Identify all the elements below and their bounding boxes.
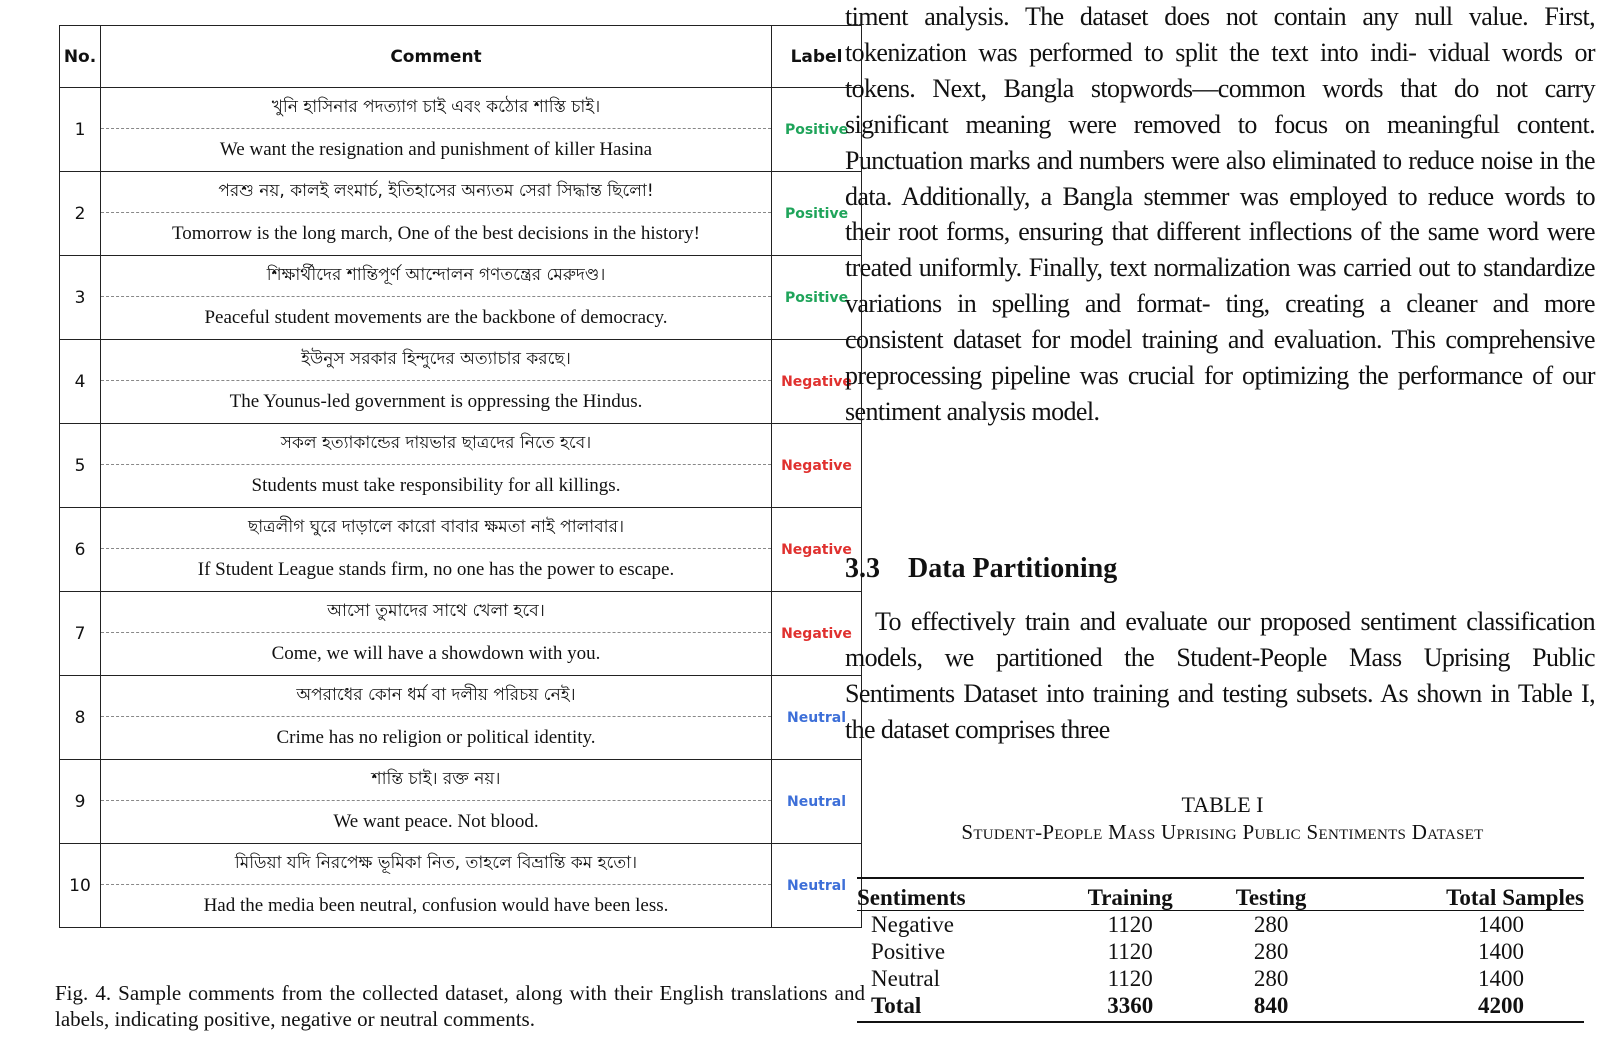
dataset-split-table bbox=[857, 877, 1584, 1023]
bangla-comment: খুনি হাসিনার পদত্যাগ চাই এবং কঠোর শাস্তি চাই। bbox=[101, 88, 771, 129]
header-no: No. bbox=[60, 26, 101, 88]
english-translation: Had the media been neutral, confusion would have been less. bbox=[203, 894, 669, 916]
table-row bbox=[60, 172, 862, 256]
comment-cell bbox=[101, 592, 772, 676]
bangla-comment: শান্তি চাই। রক্ত নয়। bbox=[101, 760, 771, 801]
cell-testing: 280 bbox=[1253, 966, 1289, 991]
cell-testing: 840 bbox=[1253, 993, 1289, 1018]
row-number: 3 bbox=[60, 256, 101, 340]
comment-cell bbox=[101, 172, 772, 256]
table-row-total bbox=[857, 992, 1584, 1022]
cell-total: 1400 bbox=[1478, 966, 1524, 991]
sentiment-label: Negative bbox=[772, 340, 862, 424]
table-row bbox=[857, 965, 1584, 992]
sentiment-label: Neutral bbox=[772, 676, 862, 760]
cell-training: 1120 bbox=[1107, 966, 1153, 991]
table-row bbox=[857, 911, 1584, 939]
english-translation: Come, we will have a showdown with you. bbox=[271, 642, 601, 664]
sample-comments-table bbox=[59, 25, 862, 928]
row-number: 1 bbox=[60, 88, 101, 172]
comment-cell bbox=[101, 340, 772, 424]
sentiment-label: Positive bbox=[772, 172, 862, 256]
paragraph-preprocessing: timent analysis. The dataset does not contain any null value. First, tokenization was performed to split the text into indi- vidual words or tokens. Next, Bangla stopwords—common words that do not carry significant meaning were removed to focus on meaningful content. Punctuation marks and numbers were also eliminated to reduce noise in the data. Additionally, a Bangla stemmer was employed to reduce words to their root forms, ensuring that different inflections of the same word were treated uniformly. Finally, text normalization was carried out to standardize variations in spelling and format- ting, creating a cleaner and more consistent dataset for model training and evaluation. This comprehensive preprocessing pipeline was crucial for optimizing the performance of our sentiment analysis model. bbox=[845, 2, 1595, 426]
cell-testing: 280 bbox=[1253, 939, 1289, 964]
cell-sentiment: Negative bbox=[871, 912, 955, 937]
comment-cell bbox=[101, 88, 772, 172]
figure-caption: Fig. 4. Sample comments from the collected dataset, along with their English translations and labels, indicating positive, negative or neutral comments. bbox=[55, 981, 865, 1031]
section-number: 3.3 bbox=[845, 553, 880, 584]
table-caption: Student-People Mass Uprising Public Sentiments Dataset bbox=[961, 820, 1484, 844]
paragraph-partitioning: To effectively train and evaluate our proposed sentiment classification models, we partitioned the Student-People Mass Uprising Public Sentiments Dataset into training and testing subsets. As shown in Table I, the dataset comprises three bbox=[845, 607, 1595, 744]
row-number: 7 bbox=[60, 592, 101, 676]
cell-training: 1120 bbox=[1107, 939, 1153, 964]
header-training: Training bbox=[1053, 878, 1207, 911]
bangla-comment: শিক্ষার্থীদের শান্তিপূর্ণ আন্দোলন গণতন্ত্রের মেরুদণ্ড। bbox=[101, 256, 771, 297]
sentiment-label: Neutral bbox=[772, 844, 862, 928]
header-comment: Comment bbox=[101, 26, 772, 88]
sentiment-label: Positive bbox=[772, 88, 862, 172]
table-header-row bbox=[857, 878, 1584, 911]
comment-cell bbox=[101, 844, 772, 928]
header-sentiments: Sentiments bbox=[857, 878, 1053, 911]
english-translation: We want peace. Not blood. bbox=[333, 810, 539, 832]
row-number: 8 bbox=[60, 676, 101, 760]
sentiment-label: Neutral bbox=[772, 760, 862, 844]
table-row bbox=[60, 256, 862, 340]
table-row bbox=[60, 760, 862, 844]
english-translation: Tomorrow is the long march, One of the best decisions in the history! bbox=[172, 222, 700, 244]
row-number: 2 bbox=[60, 172, 101, 256]
comment-cell bbox=[101, 256, 772, 340]
english-translation: Peaceful student movements are the backbone of democracy. bbox=[204, 306, 668, 328]
header-testing: Testing bbox=[1207, 878, 1335, 911]
english-translation: Crime has no religion or political identity. bbox=[276, 726, 596, 748]
table-row bbox=[60, 508, 862, 592]
table-row bbox=[60, 844, 862, 928]
table-row bbox=[857, 938, 1584, 965]
sentiment-label: Negative bbox=[772, 508, 862, 592]
table-row bbox=[60, 676, 862, 760]
bangla-comment: অপরাধের কোন ধর্ম বা দলীয় পরিচয় নেই। bbox=[101, 676, 771, 717]
table-row bbox=[60, 340, 862, 424]
cell-training: 3360 bbox=[1107, 993, 1154, 1018]
bangla-comment: ছাত্রলীগ ঘুরে দাড়ালে কারো বাবার ক্ষমতা নাই পালাবার। bbox=[101, 508, 771, 549]
cell-sentiment: Total bbox=[871, 993, 922, 1018]
table-row bbox=[60, 592, 862, 676]
comment-cell bbox=[101, 508, 772, 592]
sentiment-label: Negative bbox=[772, 424, 862, 508]
bangla-comment: আসো তুমাদের সাথে খেলা হবে। bbox=[101, 592, 771, 633]
table-header-row bbox=[60, 26, 862, 88]
table-title: TABLE I bbox=[1181, 792, 1264, 817]
row-number: 6 bbox=[60, 508, 101, 592]
cell-total: 1400 bbox=[1478, 939, 1524, 964]
header-label: Label bbox=[772, 26, 862, 88]
cell-training: 1120 bbox=[1107, 912, 1153, 937]
cell-sentiment: Neutral bbox=[871, 966, 940, 991]
cell-total: 1400 bbox=[1478, 912, 1524, 937]
bangla-comment: পরশু নয়, কালই লংমার্চ, ইতিহাসের অন্যতম সেরা সিদ্ধান্ত ছিলো! bbox=[101, 172, 771, 213]
sentiment-label: Negative bbox=[772, 592, 862, 676]
english-translation: If Student League stands firm, no one has the power to escape. bbox=[197, 558, 675, 580]
comment-cell bbox=[101, 424, 772, 508]
bangla-comment: ইউনুস সরকার হিন্দুদের অত্যাচার করছে। bbox=[101, 340, 771, 381]
row-number: 9 bbox=[60, 760, 101, 844]
english-translation: We want the resignation and punishment of killer Hasina bbox=[219, 138, 653, 160]
table-row bbox=[60, 424, 862, 508]
header-total-samples: Total Samples bbox=[1335, 878, 1584, 911]
cell-sentiment: Positive bbox=[871, 939, 946, 964]
bangla-comment: মিডিয়া যদি নিরপেক্ষ ভূমিকা নিত, তাহলে বিভ্রান্তি কম হতো। bbox=[101, 844, 771, 885]
table-row bbox=[60, 88, 862, 172]
sentiment-label: Positive bbox=[772, 256, 862, 340]
row-number: 10 bbox=[60, 844, 101, 928]
section-heading bbox=[845, 553, 1117, 585]
english-translation: Students must take responsibility for all killings. bbox=[251, 474, 621, 496]
comment-cell bbox=[101, 676, 772, 760]
cell-total: 4200 bbox=[1478, 993, 1524, 1018]
bangla-comment: সকল হত্যাকান্ডের দায়ভার ছাত্রদের নিতে হবে। bbox=[101, 424, 771, 465]
row-number: 5 bbox=[60, 424, 101, 508]
cell-testing: 280 bbox=[1253, 912, 1289, 937]
row-number: 4 bbox=[60, 340, 101, 424]
comment-cell bbox=[101, 760, 772, 844]
english-translation: The Younus-led government is oppressing the Hindus. bbox=[229, 390, 643, 412]
section-title: Data Partitioning bbox=[908, 553, 1118, 584]
